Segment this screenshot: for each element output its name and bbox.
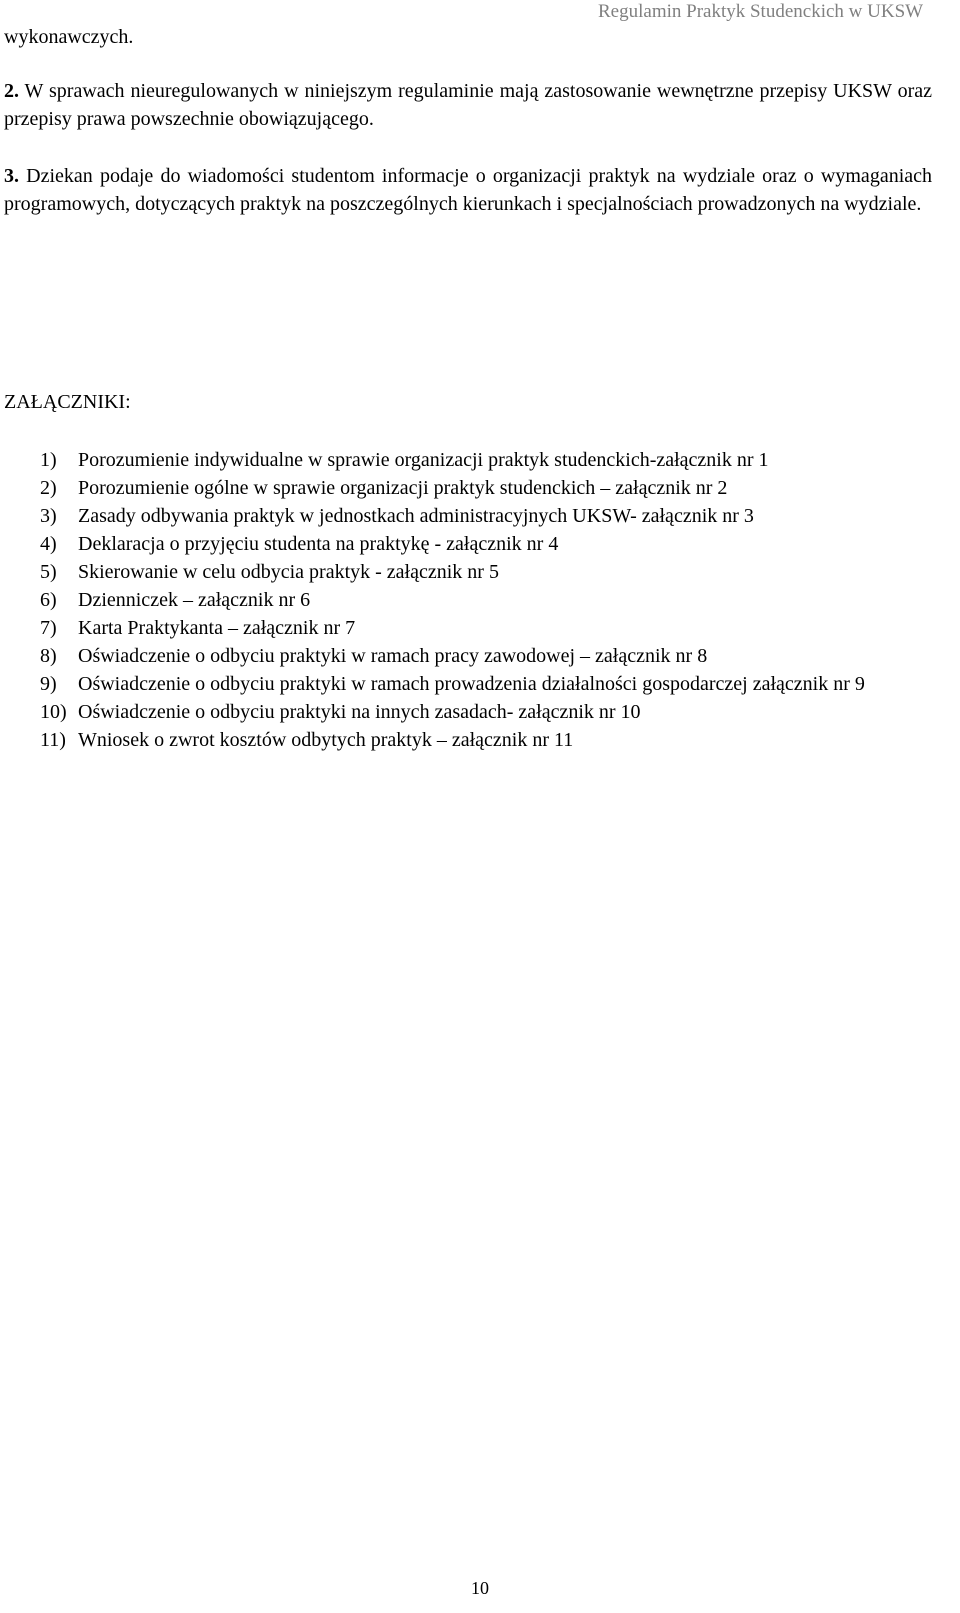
list-item bbox=[40, 474, 932, 502]
list-marker: 11) bbox=[40, 729, 66, 751]
list-item-text: Porozumienie ogólne w sprawie organizacji praktyk studenckich – załącznik nr 2 bbox=[78, 477, 728, 499]
paragraph-2 bbox=[4, 77, 932, 133]
list-marker: 10) bbox=[40, 701, 67, 723]
list-marker: 4) bbox=[40, 533, 57, 555]
list-item-text: Oświadczenie o odbyciu praktyki na innych zasadach- załącznik nr 10 bbox=[78, 701, 641, 723]
paragraph-number: 3. bbox=[4, 165, 19, 187]
list-item-text: Deklaracja o przyjęciu studenta na praktykę - załącznik nr 4 bbox=[78, 533, 559, 555]
list-item-text: Zasady odbywania praktyk w jednostkach administracyjnych UKSW- załącznik nr 3 bbox=[78, 505, 754, 527]
paragraph-3 bbox=[4, 162, 932, 218]
list-item bbox=[40, 698, 932, 726]
list-item bbox=[40, 670, 932, 698]
list-marker: 1) bbox=[40, 449, 57, 471]
list-marker: 9) bbox=[40, 673, 57, 695]
list-item-text: Porozumienie indywidualne w sprawie organizacji praktyk studenckich-załącznik nr 1 bbox=[78, 449, 769, 471]
attachments-list bbox=[40, 446, 932, 754]
list-item bbox=[40, 614, 932, 642]
list-item-text: Skierowanie w celu odbycia praktyk - załącznik nr 5 bbox=[78, 561, 499, 583]
list-item bbox=[40, 530, 932, 558]
paragraph-text: W sprawach nieuregulowanych w niniejszym regulaminie mają zastosowanie wewnętrzne przepisy UKSW oraz przepisy prawa powszechnie obowiązującego. bbox=[4, 80, 932, 130]
list-item-text: Oświadczenie o odbyciu praktyki w ramach pracy zawodowej – załącznik nr 8 bbox=[78, 645, 708, 667]
list-marker: 6) bbox=[40, 589, 57, 611]
list-marker: 5) bbox=[40, 561, 57, 583]
list-marker: 7) bbox=[40, 617, 57, 639]
list-item bbox=[40, 726, 932, 754]
list-item-text: Karta Praktykanta – załącznik nr 7 bbox=[78, 617, 356, 639]
paragraph-number: 2. bbox=[4, 80, 19, 102]
attachments-title: ZAŁĄCZNIKI: bbox=[4, 391, 131, 413]
list-marker: 2) bbox=[40, 477, 57, 499]
page-number: 10 bbox=[471, 1578, 489, 1598]
list-item-text: Oświadczenie o odbyciu praktyki w ramach prowadzenia działalności gospodarczej załącznik nr 9 bbox=[78, 673, 865, 695]
list-marker: 8) bbox=[40, 645, 57, 667]
list-item bbox=[40, 642, 932, 670]
list-item-text: Dzienniczek – załącznik nr 6 bbox=[78, 589, 311, 611]
list-item-text: Wniosek o zwrot kosztów odbytych praktyk – załącznik nr 11 bbox=[78, 729, 574, 751]
list-item bbox=[40, 446, 932, 474]
list-item bbox=[40, 586, 932, 614]
list-marker: 3) bbox=[40, 505, 57, 527]
list-item bbox=[40, 558, 932, 586]
continuation-text: wykonawczych. bbox=[4, 26, 134, 48]
list-item bbox=[40, 502, 932, 530]
running-header: Regulamin Praktyk Studenckich w UKSW bbox=[598, 1, 924, 22]
paragraph-text: Dziekan podaje do wiadomości studentom informacje o organizacji praktyk na wydziale oraz o wymaganiach programowych, dotyczących praktyk na poszczególnych kierunkach i specjalnościach prowadzonych na wydziale. bbox=[4, 165, 932, 215]
